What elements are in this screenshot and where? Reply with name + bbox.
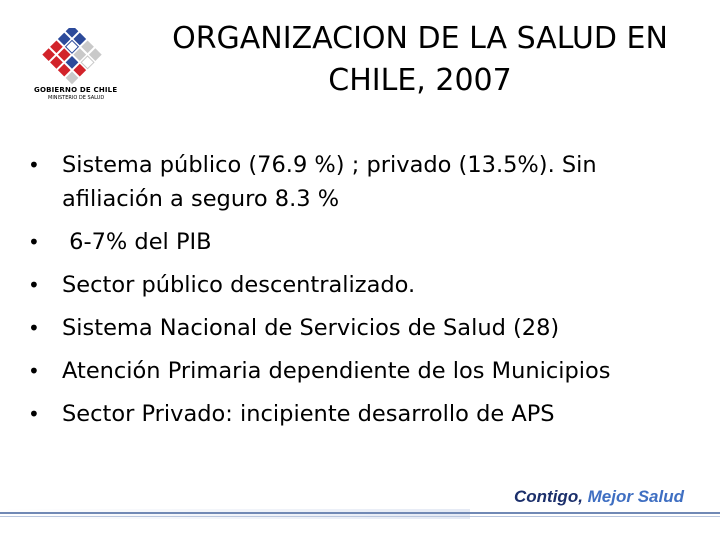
bullet-dot-icon: • <box>28 273 40 297</box>
bullet-text: Sector Privado: incipiente desarrollo de APS <box>62 401 555 427</box>
bullet-dot-icon: • <box>28 153 40 177</box>
bullet-dot-icon: • <box>28 402 40 426</box>
bullet-dot-icon: • <box>28 316 40 340</box>
logo-text-gobierno: GOBIERNO DE CHILE <box>34 86 118 94</box>
bullet-item <box>28 268 708 302</box>
bullet-item <box>28 148 708 216</box>
footer-divider-light <box>0 516 720 517</box>
title-line-2: CHILE, 2007 <box>328 63 512 98</box>
slogan-part-1: Contigo, <box>514 487 583 506</box>
footer-divider <box>0 512 720 514</box>
bullet-item <box>28 311 708 345</box>
bullet-text-continuation: afiliación a seguro 8.3 % <box>62 186 340 212</box>
logo-text-ministerio: MINISTERIO DE SALUD <box>48 95 105 101</box>
slogan-part-2: Mejor Salud <box>582 487 684 506</box>
bullet-item <box>28 397 708 431</box>
bullet-item <box>28 354 708 388</box>
bullet-list <box>28 148 708 440</box>
title-line-1: ORGANIZACION DE LA SALUD EN <box>172 21 668 56</box>
bullet-dot-icon: • <box>28 359 40 383</box>
footer-slogan <box>514 487 684 507</box>
slide-title <box>130 18 710 102</box>
bullet-dot-icon: • <box>28 230 40 254</box>
bullet-text: 6-7% del PIB <box>62 229 212 255</box>
bullet-text: Sistema Nacional de Servicios de Salud (28) <box>62 315 560 341</box>
bullet-item <box>28 225 708 259</box>
footer-band <box>0 509 470 519</box>
bullet-text: Sector público descentralizado. <box>62 272 416 298</box>
bullet-text: Sistema público (76.9 %) ; privado (13.5%). Sin <box>62 152 597 178</box>
bullet-text: Atención Primaria dependiente de los Municipios <box>62 358 611 384</box>
